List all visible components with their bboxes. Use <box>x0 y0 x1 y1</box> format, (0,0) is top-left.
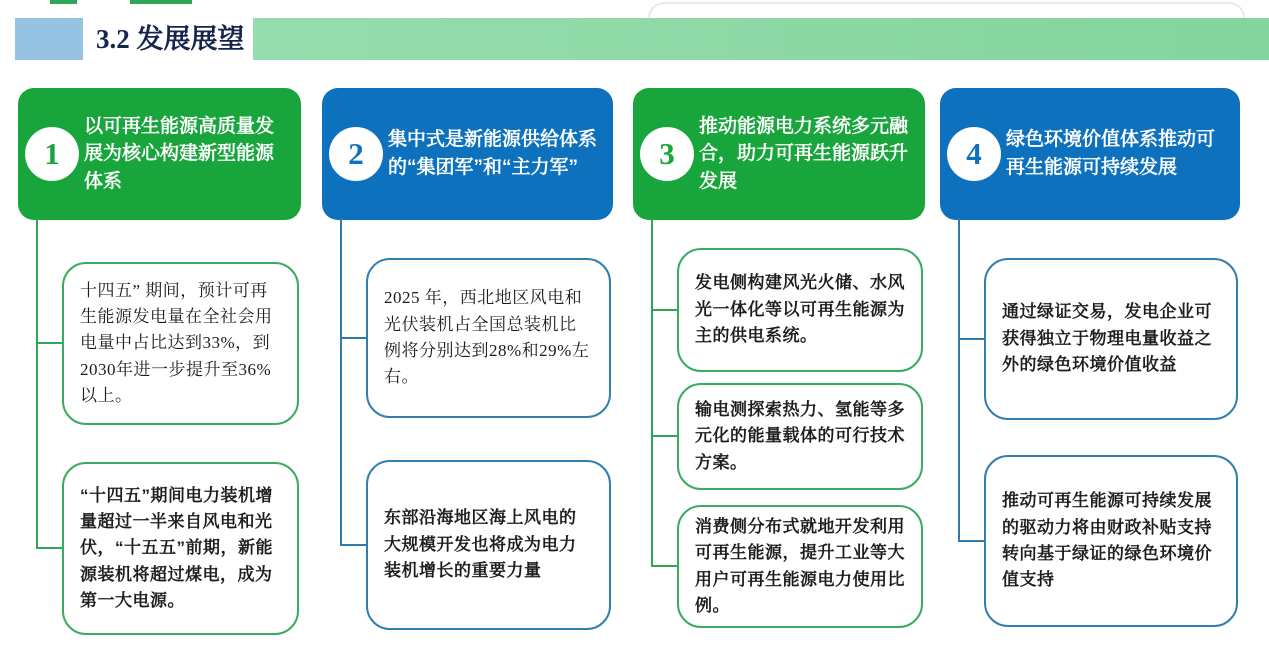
detail-box <box>62 262 299 425</box>
connector-line <box>36 218 38 549</box>
column-2 <box>322 88 613 660</box>
title-accent-square <box>15 18 83 60</box>
title-green-bar <box>253 18 1269 60</box>
connector-line <box>651 435 679 437</box>
column-4-header <box>940 88 1240 220</box>
detail-text: 发电侧构建风光火储、水风光一体化等以可再生能源为主的供电系统。 <box>695 273 905 346</box>
connector-line <box>651 309 679 311</box>
detail-text: 推动可再生能源可持续发展的驱动力将由财政补贴支持转向基于绿证的绿色环境价值支持 <box>1002 491 1212 590</box>
number-badge-1: 1 <box>25 127 79 181</box>
detail-box <box>677 248 923 372</box>
section-title: 3.2 发展展望 <box>96 24 245 54</box>
connector-line <box>958 540 986 542</box>
column-3 <box>633 88 925 660</box>
connector-line <box>651 218 653 567</box>
cutoff-green-sliver <box>130 0 192 4</box>
column-2-header-label: 集中式是新能源供给体系的“集团军”和“主力军” <box>388 129 598 178</box>
number-badge-3: 3 <box>640 127 694 181</box>
cutoff-green-sliver <box>50 0 77 4</box>
detail-text: 十四五” 期间，预计可再生能源发电量在全社会用电量中占比达到33%，到2030年进一步提升至36%以上。 <box>80 280 273 406</box>
column-3-header-label: 推动能源电力系统多元融合，助力可再生能源跃升发展 <box>699 115 909 192</box>
connector-line <box>340 337 368 339</box>
connector-line <box>340 544 368 546</box>
column-4-header-label: 绿色环境价值体系推动可再生能源可持续发展 <box>1006 129 1216 178</box>
column-4 <box>940 88 1240 660</box>
detail-box <box>62 462 299 635</box>
number-badge-2: 2 <box>329 127 383 181</box>
column-1-header <box>18 88 301 220</box>
detail-text: “十四五”期间电力装机增量超过一半来自风电和光伏，“十五五”前期，新能源装机将超过煤电，成为第一大电源。 <box>80 485 273 611</box>
connector-line <box>340 218 342 546</box>
detail-text: 2025 年，西北地区风电和光伏装机占全国总装机比例将分别达到28%和29%左右。 <box>384 288 590 387</box>
connector-line <box>651 565 679 567</box>
connector-line <box>36 342 64 344</box>
column-2-header <box>322 88 613 220</box>
connector-line <box>958 218 960 542</box>
detail-box <box>366 258 611 418</box>
detail-text: 输电测探索热力、氢能等多元化的能量载体的可行技术方案。 <box>695 399 905 472</box>
column-1-header-label: 以可再生能源高质量发展为核心构建新型能源体系 <box>84 115 275 192</box>
detail-box <box>984 455 1238 627</box>
column-1 <box>18 88 301 660</box>
detail-text: 东部沿海地区海上风电的大规模开发也将成为电力装机增长的重要力量 <box>384 508 577 581</box>
column-3-header <box>633 88 925 220</box>
detail-box <box>677 383 923 490</box>
detail-text: 通过绿证交易，发电企业可获得独立于物理电量收益之外的绿色环境价值收益 <box>1002 302 1212 375</box>
connector-line <box>958 338 986 340</box>
detail-box <box>677 505 923 628</box>
detail-box <box>984 258 1238 420</box>
detail-box <box>366 460 611 630</box>
number-badge-4: 4 <box>947 127 1001 181</box>
detail-text: 消费侧分布式就地开发利用可再生能源，提升工业等大用户可再生能源电力使用比例。 <box>695 516 905 615</box>
connector-line <box>36 547 64 549</box>
